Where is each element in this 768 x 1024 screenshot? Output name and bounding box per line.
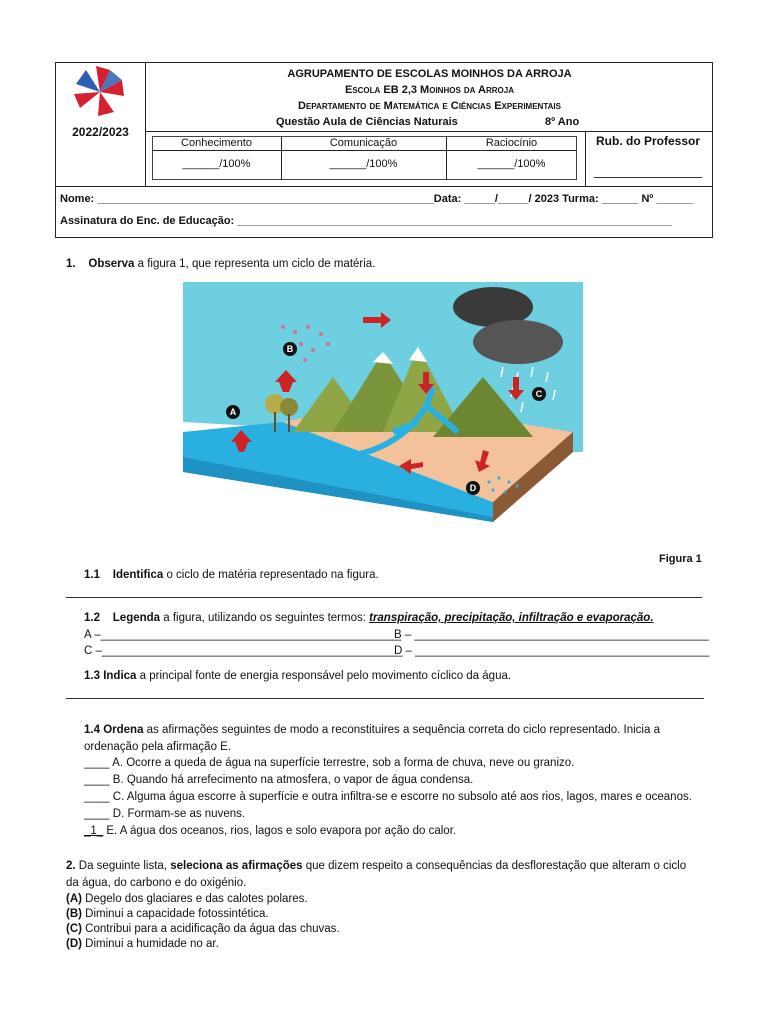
option-d[interactable]: (D) Diminui a humidade no ar.: [66, 938, 219, 950]
answer-1-1-line[interactable]: [66, 597, 702, 598]
department: Departamento de Matemática e Ciências Experimentais: [298, 100, 561, 112]
signature-row[interactable]: Assinatura do Enc. de Educação: _______________________________________________________________________: [60, 215, 672, 227]
water-cycle-figure: [183, 282, 583, 548]
question-1-2: 1.2 Legenda a figura, utilizando os seguintes termos: transpiração, precipitação, infiltração e evaporação.: [84, 612, 654, 624]
order-item-c[interactable]: ____ C. Alguma água escorre à superfície e outra infiltra-se e escorre no subsolo até aos rios, lagos, mares e oceanos.: [84, 791, 692, 803]
teacher-divider: [585, 131, 586, 186]
name-row[interactable]: Nome: _______________________________________________________Data: _____/_____/ 2023 Turma: ______ Nº ______: [60, 193, 694, 205]
figure-caption: Figura 1: [659, 553, 702, 565]
figure-label-a: A: [229, 407, 237, 417]
question-1-4: 1.4 Ordena as afirmações seguintes de modo a reconstituires a sequência correta do ciclo representado. Inicia a: [84, 724, 660, 736]
option-c[interactable]: (C) Contribui para a acidificação da água das chuvas.: [66, 923, 340, 935]
school-name: Escola EB 2,3 Moinhos da Arroja: [344, 84, 514, 96]
col-comunicacao: Comunicação: [329, 137, 398, 149]
title-divider: [146, 131, 713, 132]
score-comunicacao[interactable]: ______/100%: [329, 158, 398, 170]
question-2-cont: da água, do carbono e do oxigénio.: [66, 877, 247, 889]
school-year: 2022/2023: [72, 125, 129, 139]
col-conhecimento: Conhecimento: [181, 137, 252, 149]
question-1-3: 1.3 Indica a principal fonte de energia responsável pelo movimento cíclico da água.: [84, 670, 512, 682]
order-item-b[interactable]: ____ B. Quando há arrefecimento na atmosfera, o vapor de água condensa.: [84, 774, 474, 786]
answer-c[interactable]: C –_______________________________________________: [84, 645, 403, 657]
school-logo-icon: [68, 64, 132, 120]
legend-terms: transpiração, precipitação, infiltração e evaporação.: [369, 612, 654, 624]
col-raciocinio: Raciocínio: [485, 137, 538, 149]
figure-label-c: C: [535, 389, 543, 399]
order-item-e: _1_ E. A água dos oceanos, rios, lagos e solo evapora por ação do calor.: [84, 825, 457, 837]
order-item-d[interactable]: ____ D. Formam-se as nuvens.: [84, 808, 246, 820]
school-group: AGRUPAMENTO DE ESCOLAS MOINHOS DA ARROJA: [287, 68, 572, 80]
answer-d[interactable]: D – ______________________________________________: [394, 645, 710, 657]
teacher-signature-line[interactable]: [594, 177, 702, 178]
teacher-signature-label: Rub. do Professor: [596, 134, 701, 148]
figure-label-b: B: [286, 344, 294, 354]
answer-a[interactable]: A –_______________________________________________: [84, 629, 402, 641]
answer-1-3-line[interactable]: [66, 698, 704, 699]
score-raciocinio[interactable]: ______/100%: [477, 158, 546, 170]
question-1-4-cont: ordenação pela afirmação E.: [84, 741, 232, 753]
option-b[interactable]: (B) Diminui a capacidade fotossintética.: [66, 908, 269, 920]
question-1-1: 1.1 Identifica o ciclo de matéria representado na figura.: [84, 569, 379, 581]
answer-b[interactable]: B – ______________________________________________: [394, 629, 709, 641]
option-a[interactable]: (A) Degelo dos glaciares e das calotes polares.: [66, 893, 308, 905]
grade: 8º Ano: [545, 116, 580, 128]
order-item-e-number: _1_: [84, 825, 104, 837]
figure-label-d: D: [469, 483, 477, 493]
test-title: Questão Aula de Ciências Naturais: [276, 116, 458, 128]
question-2: 2. Da seguinte lista, seleciona as afirmações que dizem respeito a consequências da desflorestação que alteram o ciclo: [66, 860, 687, 872]
question-1: 1. Observa a figura 1, que representa um ciclo de matéria.: [66, 258, 376, 270]
order-item-a[interactable]: ____ A. Ocorre a queda de água na superfície terrestre, sob a forma de chuva, neve ou granizo.: [84, 757, 575, 769]
header-divider: [55, 186, 713, 187]
score-conhecimento[interactable]: ______/100%: [182, 158, 251, 170]
